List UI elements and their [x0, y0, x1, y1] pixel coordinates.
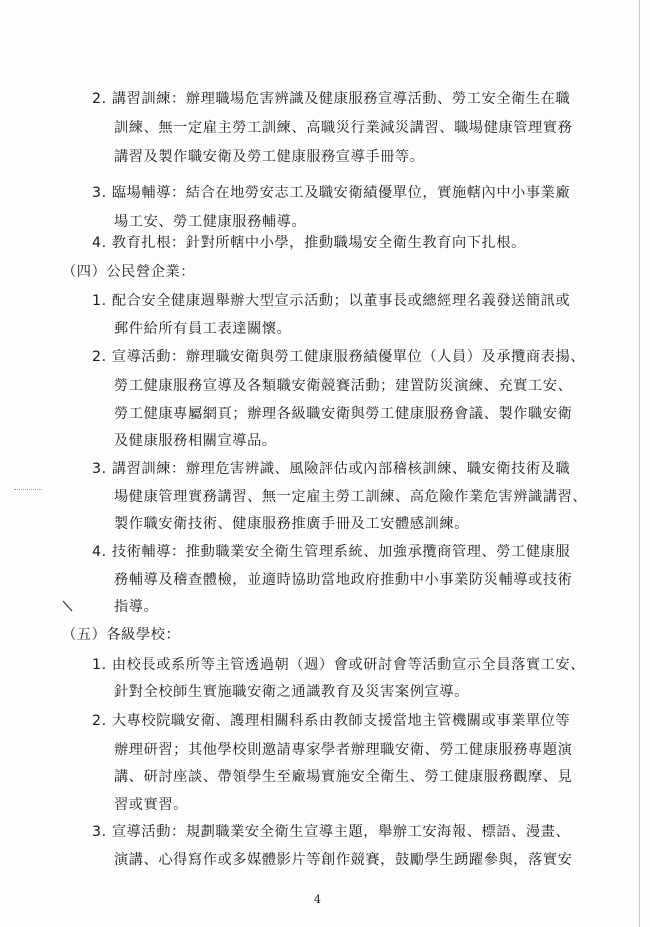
- item-3-4-line-1: 4. 教育扎根：針對所轄中小學，推動職場安全衛生教育向下扎根。: [92, 235, 526, 251]
- section-5-heading: （五）各級學校：: [62, 627, 181, 643]
- item-5-1-line-1: 1. 由校長或系所等主管透過朝（週）會或研討會等活動宣示全員落實工安、: [92, 657, 586, 673]
- item-3-2-line-3: 講習及製作職安衛及勞工健康服務宣導手冊等。: [114, 149, 425, 165]
- item-5-3-line-1: 3. 宣導活動：規劃職業安全衛生宣導主題，舉辦工安海報、標語、漫畫、: [92, 824, 571, 840]
- handwritten-tick-mark: [62, 600, 76, 614]
- item-4-3-line-2: 場健康管理實務講習、無一定雇主勞工訓練、高危險作業危害辨識講習、: [114, 489, 588, 505]
- item-4-1-line-1: 1. 配合安全健康週舉辦大型宣示活動；以董事長或總經理名義發送簡訊或: [92, 293, 571, 309]
- page-number: 4: [314, 893, 321, 906]
- item-4-3-line-1: 3. 講習訓練：辦理危害辨識、風險評估或內部稽核訓練、職安衛技術及職: [92, 461, 571, 477]
- item-3-3-line-1: 3. 臨場輔導：結合在地勞安志工及職安衛績優單位，實施轄內中小事業廠: [92, 185, 571, 201]
- item-3-2-line-1: 2. 講習訓練：辦理職場危害辨識及健康服務宣導活動、勞工安全衛生在職: [92, 91, 571, 107]
- item-4-1-line-2: 郵件給所有員工表達關懷。: [114, 321, 292, 337]
- item-3-2-line-2: 訓練、無一定雇主勞工訓練、高職災行業減災講習、職場健康管理實務: [114, 120, 573, 136]
- item-4-2-line-2: 勞工健康服務宣導及各類職安衛競賽活動；建置防災演練、充實工安、: [114, 378, 573, 394]
- item-5-3-line-2: 演講、心得寫作或多媒體影片等創作競賽，鼓勵學生踴躍參與，落實安: [114, 852, 573, 868]
- item-5-1-line-2: 針對全校師生實施職安衛之通識教育及災害案例宣導。: [114, 684, 469, 700]
- item-4-2-line-1: 2. 宣導活動：辦理職安衛與勞工健康服務績優單位（人員）及承攬商表揚、: [92, 349, 586, 365]
- item-3-3-line-2: 場工安、勞工健康服務輔導。: [114, 214, 307, 230]
- item-4-4-line-1: 4. 技術輔導：推動職業安全衛生管理系統、加強承攬商管理、勞工健康服: [92, 544, 571, 560]
- page-edge-line: [639, 0, 640, 927]
- item-5-2-line-1: 2. 大專校院職安衛、護理相關科系由教師支援當地主管機關或事業單位等: [92, 713, 571, 729]
- section-4-heading: （四）公民營企業：: [62, 264, 196, 280]
- item-4-2-line-3: 勞工健康專屬網頁；辦理各級職安衛與勞工健康服務會議、製作職安衛: [114, 406, 573, 422]
- item-4-3-line-3: 製作職安衛技術、健康服務推廣手冊及工安體感訓練。: [114, 516, 469, 532]
- item-5-2-line-2: 辦理研習；其他學校則邀請專家學者辦理職安衛、勞工健康服務專題演: [114, 742, 573, 758]
- item-5-2-line-4: 習或實習。: [114, 797, 188, 813]
- item-4-2-line-4: 及健康服務相關宣導品。: [114, 433, 277, 449]
- scan-artifact-mark: [14, 489, 42, 492]
- item-4-4-line-3: 指導。: [114, 599, 159, 615]
- item-4-4-line-2: 務輔導及稽查體檢，並適時協助當地政府推動中小事業防災輔導或技術: [114, 572, 573, 588]
- item-5-2-line-3: 講、研討座談、帶領學生至廠場實施安全衛生、勞工健康服務觀摩、見: [114, 769, 573, 785]
